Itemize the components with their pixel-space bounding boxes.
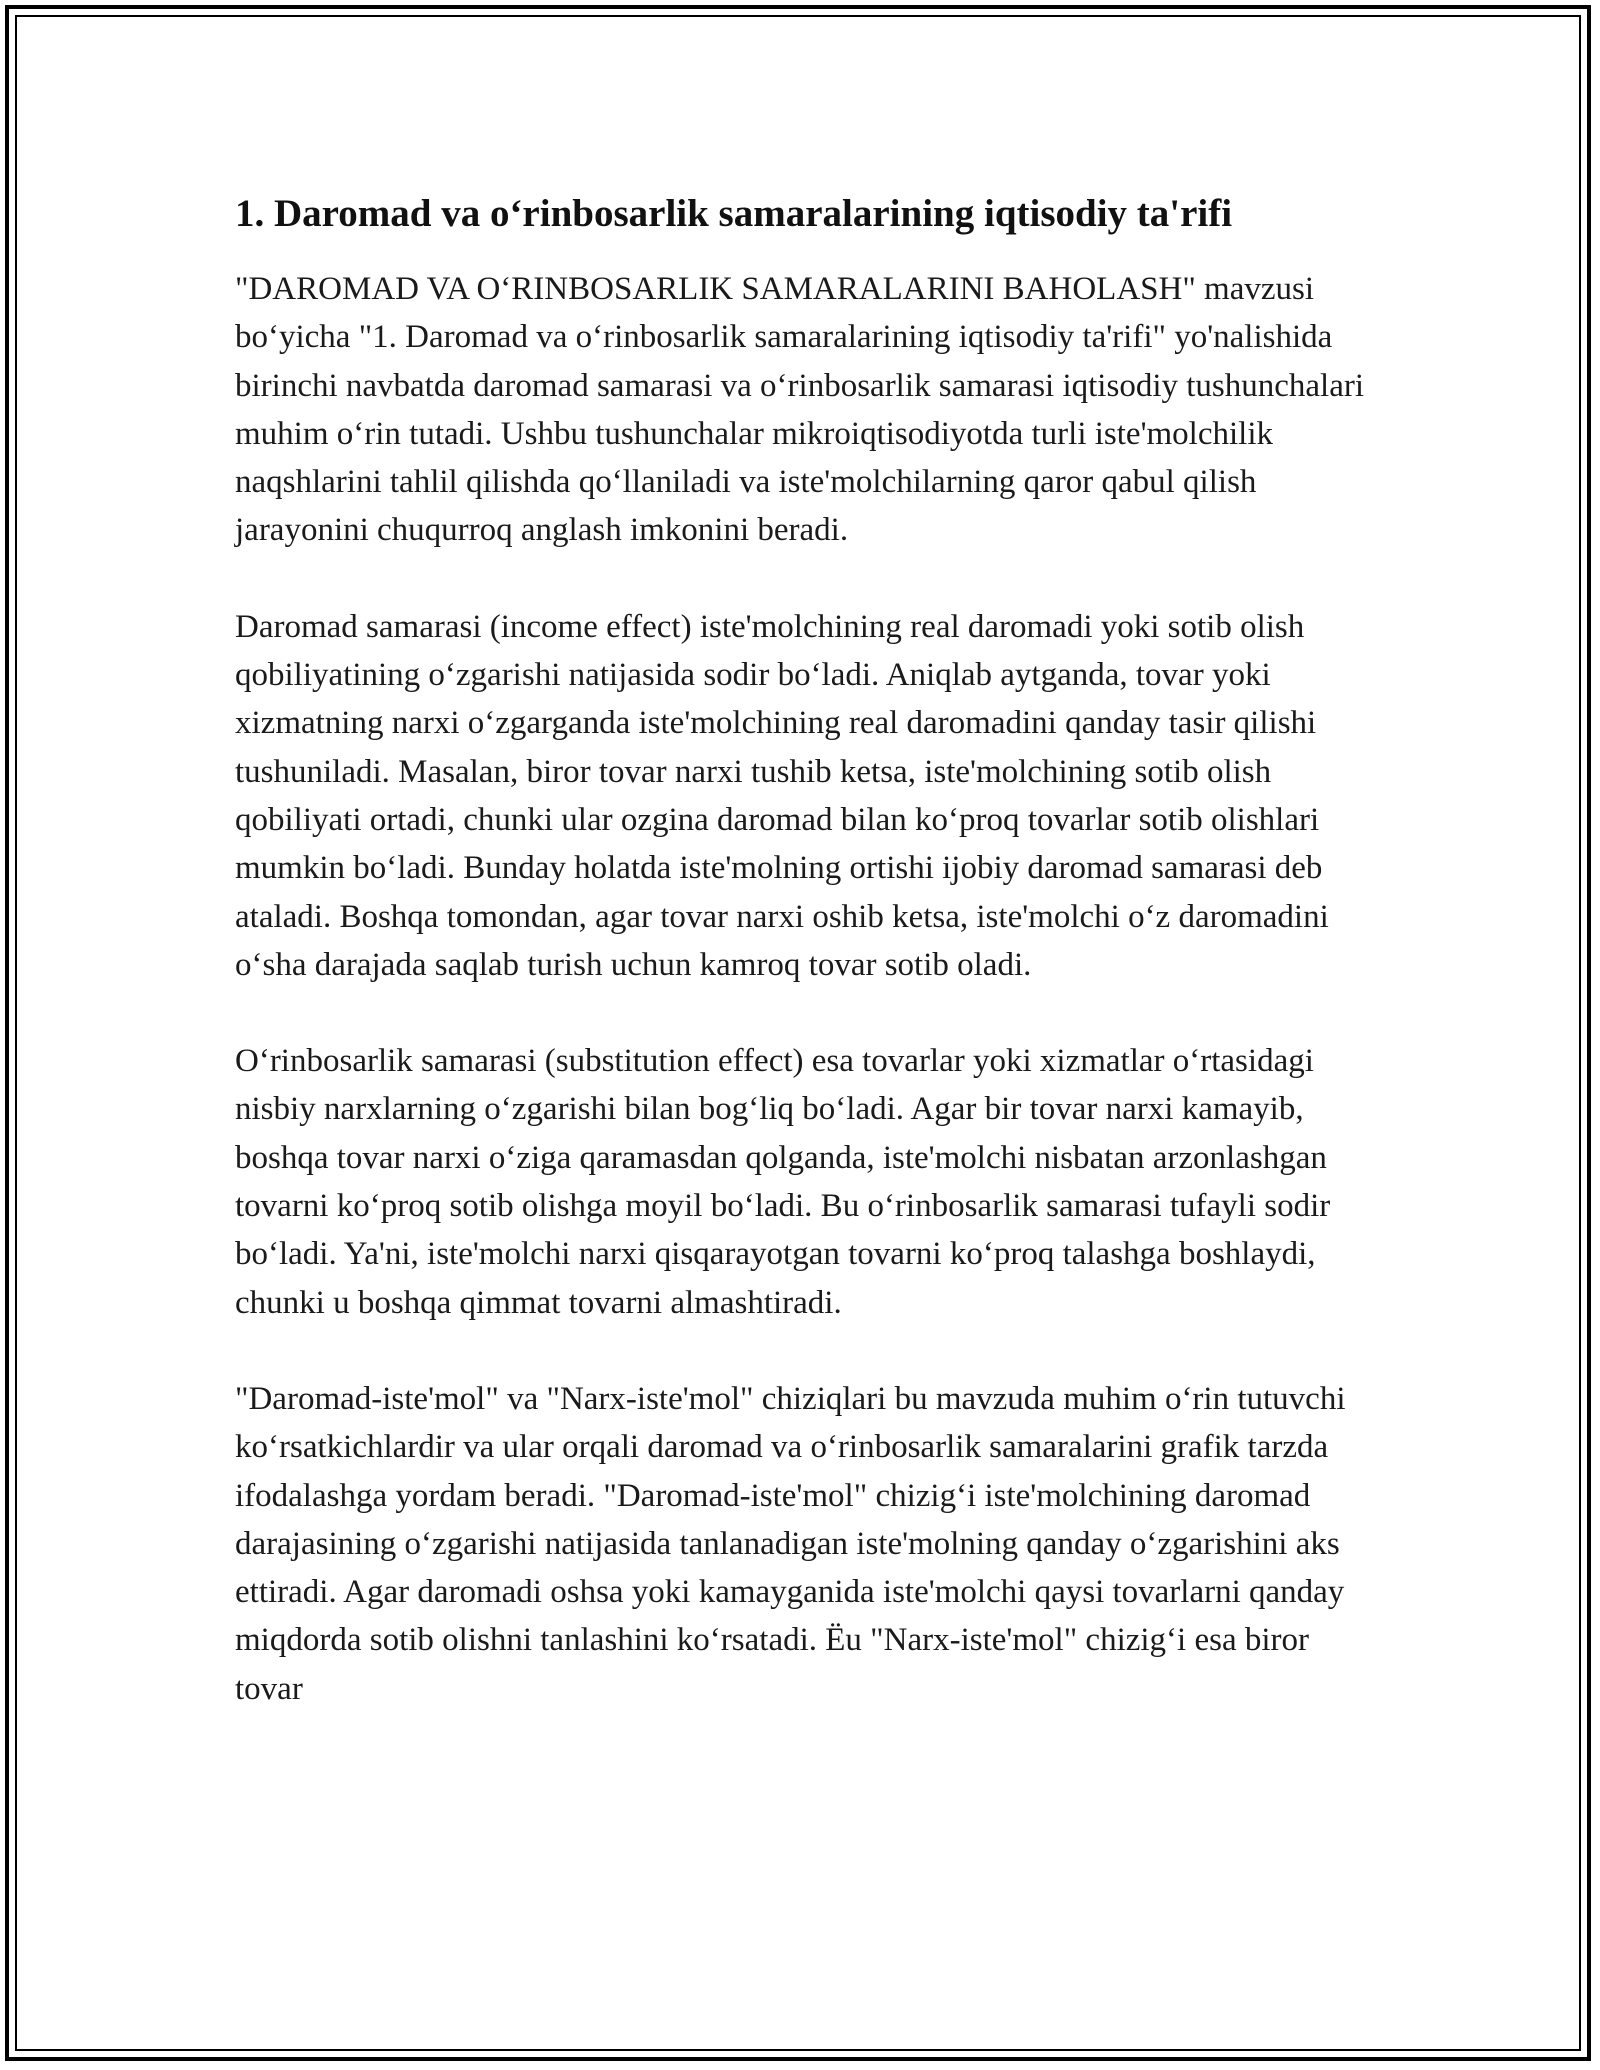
paragraph-consumption-curves: "Daromad-iste'mol" va "Narx-iste'mol" chiziqlari bu mavzuda muhim o‘rin tutuvchi ko‘rsatkichlardir va ular orqali daromad va o‘rinbosarlik samaralarini grafik tarzda ifodalashga yordam beradi. "Daromad-iste'mol" chizig‘i iste'molchining daromad darajasining o‘zgarishi natijasida tanlanadigan iste'molning qanday o‘zgarishini aks ettiradi. Agar daromadi oshsa yoki kamayganida iste'molchi qaysi tovarlarni qanday miqdorda sotib olishni tanlashini ko‘rsatadi. Ëu "Narx-iste'mol" chizig‘i esa biror tovar bbox=[235, 1380, 1346, 1707]
section-heading: 1. Daromad va o‘rinbosarlik samaralarining iqtisodiy ta'rifi bbox=[235, 192, 1233, 235]
paragraph-intro: "DAROMAD VA O‘RINBOSARLIK SAMARALARINI BAHOLASH" mavzusi bo‘yicha "1. Daromad va o‘rinbosarlik samaralarining iqtisodiy ta'rifi" yo'nalishida birinchi navbatda daromad samarasi va o‘rinbosarlik samarasi iqtisodiy tushunchalari muhim o‘rin tutadi. Ushbu tushunchalar mikroiqtisodiyotda turli iste'molchilik naqshlarini tahlil qilishda qo‘llaniladi va iste'molchilarning qaror qabul qilish jarayonini chuqurroq anglash imkonini beradi. bbox=[235, 271, 1365, 549]
paragraph-income-effect: Daromad samarasi (income effect) iste'molchining real daromadi yoki sotib olish qobiliyatining o‘zgarishi natijasida sodir bo‘ladi. Aniqlab aytganda, tovar yoki xizmatning narxi o‘zgarganda iste'molchining real daromadini qanday tasir qilishi tushuniladi. Masalan, biror tovar narxi tushib ketsa, iste'molchining sotib olish qobiliyati ortadi, chunki ular ozgina daromad bilan ko‘proq tovarlar sotib olishlari mumkin bo‘ladi. Bunday holatda iste'molning ortishi ijobiy daromad samarasi deb ataladi. Boshqa tomondan, agar tovar narxi oshib ketsa, iste'molchi o‘z daromadini o‘sha darajada saqlab turish uchun kamroq tovar sotib oladi. bbox=[235, 608, 1329, 983]
paragraph-substitution-effect: O‘rinbosarlik samarasi (substitution effect) esa tovarlar yoki xizmatlar o‘rtasidagi nisbiy narxlarning o‘zgarishi bilan bog‘liq bo‘ladi. Agar bir tovar narxi kamayib, boshqa tovar narxi o‘ziga qaramasdan qolganda, iste'molchi nisbatan arzonlashgan tovarni ko‘proq sotib olishga moyil bo‘ladi. Bu o‘rinbosarlik samarasi tufayli sodir bo‘ladi. Ya'ni, iste'molchi narxi qisqarayotgan tovarni ko‘proq talashga boshlaydi, chunki u boshqa qimmat tovarni almashtiradi. bbox=[235, 1043, 1331, 1321]
document-body bbox=[235, 185, 1365, 1761]
